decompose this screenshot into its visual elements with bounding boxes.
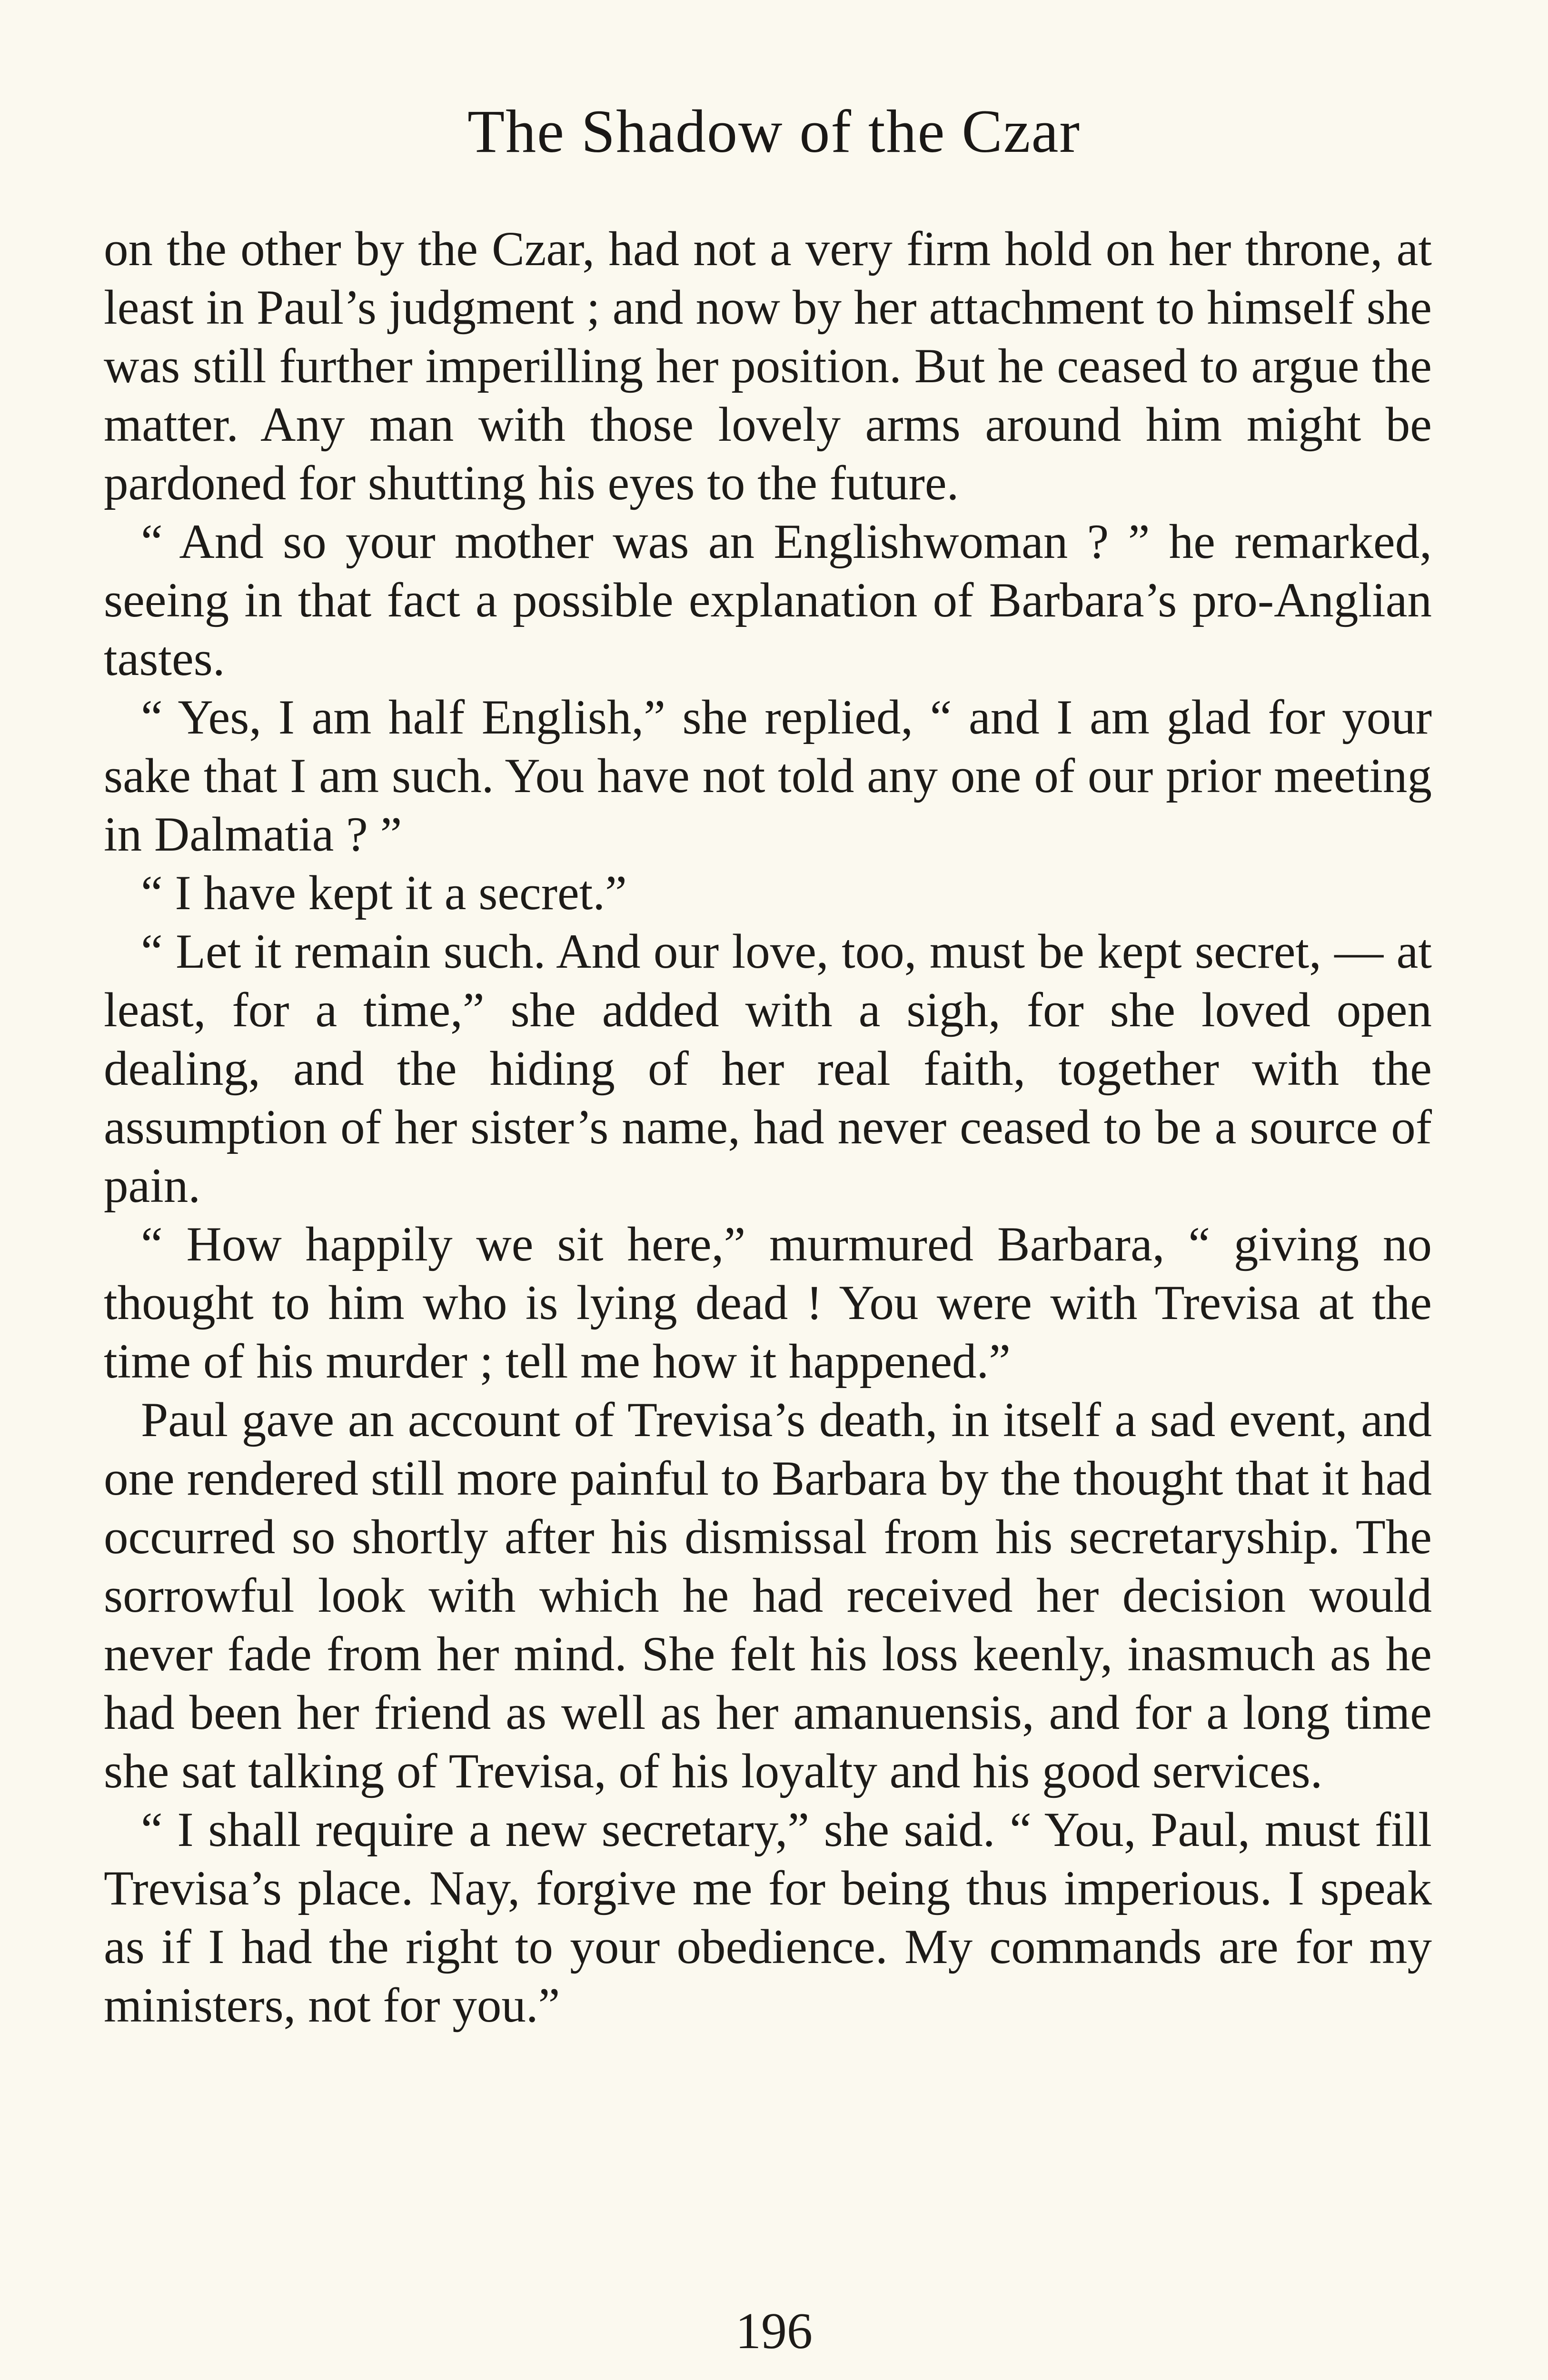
paragraph: Paul gave an account of Trevisa’s death, in itself a sad event, and one rendered still more painful to Barbara by the thought that it had occurred so shortly after his dismissal from his secretaryship. The sorrowful look with which he had received her decision would never fade from her mind. She felt his loss keenly, inasmuch as he had been her friend as well as her amanuensis, and for a long time she sat talking of Trevisa, of his loyalty and his good services. (104, 1393, 1432, 1798)
running-head-title: The Shadow of the Czar (467, 98, 1081, 165)
body-text (104, 220, 1432, 2035)
paragraph: “ I shall require a new secretary,” she said. “ You, Paul, must fill Trevisa’s place. Nay, forgive me for being thus imperious. I speak as if I had the right to your obedience. My commands are for my ministers, not for you.” (104, 1803, 1432, 2033)
paragraph: “ And so your mother was an Englishwoman ? ” he remarked, seeing in that fact a possible explanation of Barbara’s pro-Anglian tastes. (104, 515, 1432, 686)
paragraph: on the other by the Czar, had not a very firm hold on her throne, at least in Paul’s judgment ; and now by her attachment to himself she was still further imperilling her position. But he ceased to argue the matter. Any man with those lovely arms around him might be pardoned for shutting his eyes to the future. (104, 222, 1432, 510)
page-number: 196 (735, 2303, 813, 2360)
paragraph: “ Yes, I am half English,” she replied, “ and I am glad for your sake that I am such. You have not told any one of our prior meeting in Dalmatia ? ” (104, 690, 1432, 862)
paragraph: “ Let it remain such. And our love, too, must be kept secret, — at least, for a time,” she added with a sigh, for she loved open dealing, and the hiding of her real faith, together with the assumption of her sister’s name, had never ceased to be a source of pain. (104, 924, 1432, 1213)
paragraph: “ How happily we sit here,” murmured Barbara, “ giving no thought to him who is lying dead ! You were with Trevisa at the time of his murder ; tell me how it happened.” (104, 1217, 1432, 1388)
paragraph: “ I have kept it a secret.” (141, 866, 627, 920)
